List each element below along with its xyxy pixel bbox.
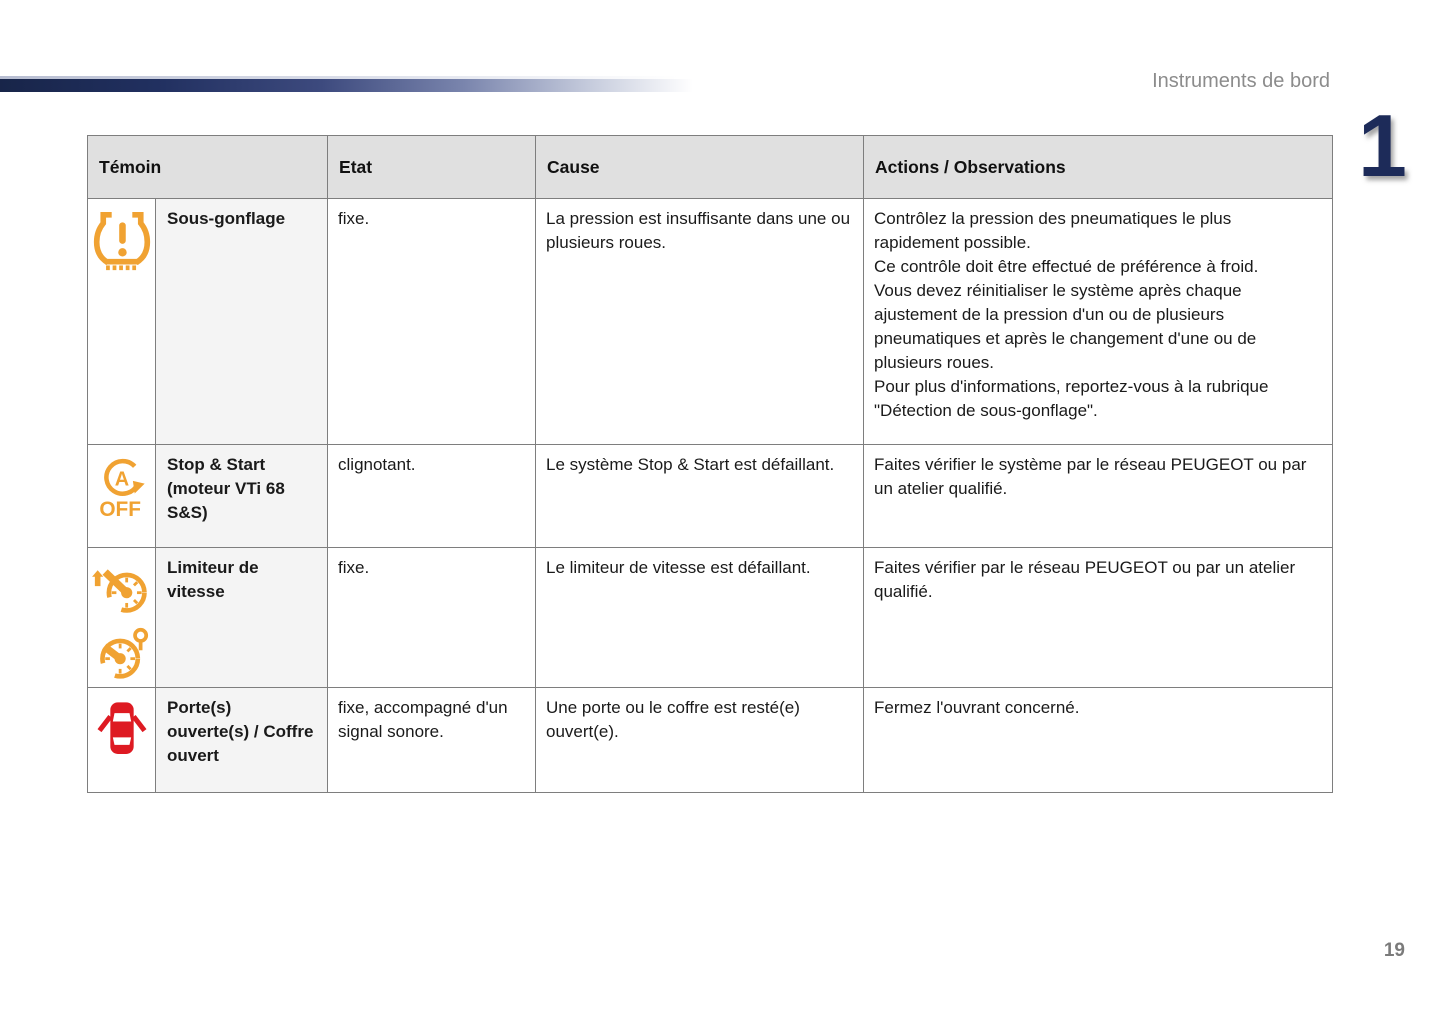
table-row [88,688,1333,793]
actions-cell: Faites vérifier le système par le réseau PEUGEOT ou par un atelier qualifié. [864,445,1333,548]
warning-icon-cell [88,199,156,445]
svg-text:A: A [114,468,129,491]
actions-cell: Fermez l'ouvrant concerné. [864,688,1333,793]
stop-start-off-icon [93,456,151,522]
warning-icon-cell [88,688,156,793]
column-header-etat: Etat [328,136,536,199]
speed-limiter-memory-icon [92,627,152,681]
speed-limiter-warning-icon [91,559,153,617]
chapter-number: 1 [1358,96,1405,195]
header-gradient-bar [0,76,714,92]
warning-label: Sous-gonflage [156,199,328,445]
column-header-temoin: Témoin [88,136,328,199]
table-row [88,548,1333,688]
warning-icon-cell [88,548,156,688]
actions-cell: Faites vérifier par le réseau PEUGEOT ou par un atelier qualifié. [864,548,1333,688]
svg-text:OFF: OFF [98,498,141,522]
actions-cell: Contrôlez la pression des pneumatiques le plus rapidement possible. Ce contrôle doit être effectué de préférence à froid. Vous devez réinitialiser le système après chaque ajustement de la pression d'un ou de plusieurs pneumatiques et après le changement d'une ou de plusieurs roues. Pour plus d'informations, reportez-vous à la rubrique "Détection de sous-gonflage". [864,199,1333,445]
warning-label: Limiteur de vitesse [156,548,328,688]
table-row [88,445,1333,548]
header-gradient-dark [0,79,714,92]
warning-lights-table [87,135,1333,793]
etat-cell: fixe. [328,548,536,688]
cause-cell: Une porte ou le coffre est resté(e) ouvert(e). [536,688,864,793]
cause-cell: Le limiteur de vitesse est défaillant. [536,548,864,688]
etat-cell: clignotant. [328,445,536,548]
table-row [88,199,1333,445]
etat-cell: fixe. [328,199,536,445]
door-open-warning-icon [95,699,149,759]
tire-pressure-warning-icon [92,210,152,274]
warning-icon-cell [88,445,156,548]
etat-cell: fixe, accompagné d'un signal sonore. [328,688,536,793]
column-header-actions: Actions / Observations [864,136,1333,199]
warning-label: Stop & Start (moteur VTi 68 S&S) [156,445,328,548]
cause-cell: La pression est insuffisante dans une ou plusieurs roues. [536,199,864,445]
page-number: 19 [1383,940,1405,961]
column-header-cause: Cause [536,136,864,199]
warning-label: Porte(s) ouverte(s) / Coffre ouvert [156,688,328,793]
running-header: Instruments de bord [1152,70,1330,92]
table-header-row [88,136,1333,199]
cause-cell: Le système Stop & Start est défaillant. [536,445,864,548]
